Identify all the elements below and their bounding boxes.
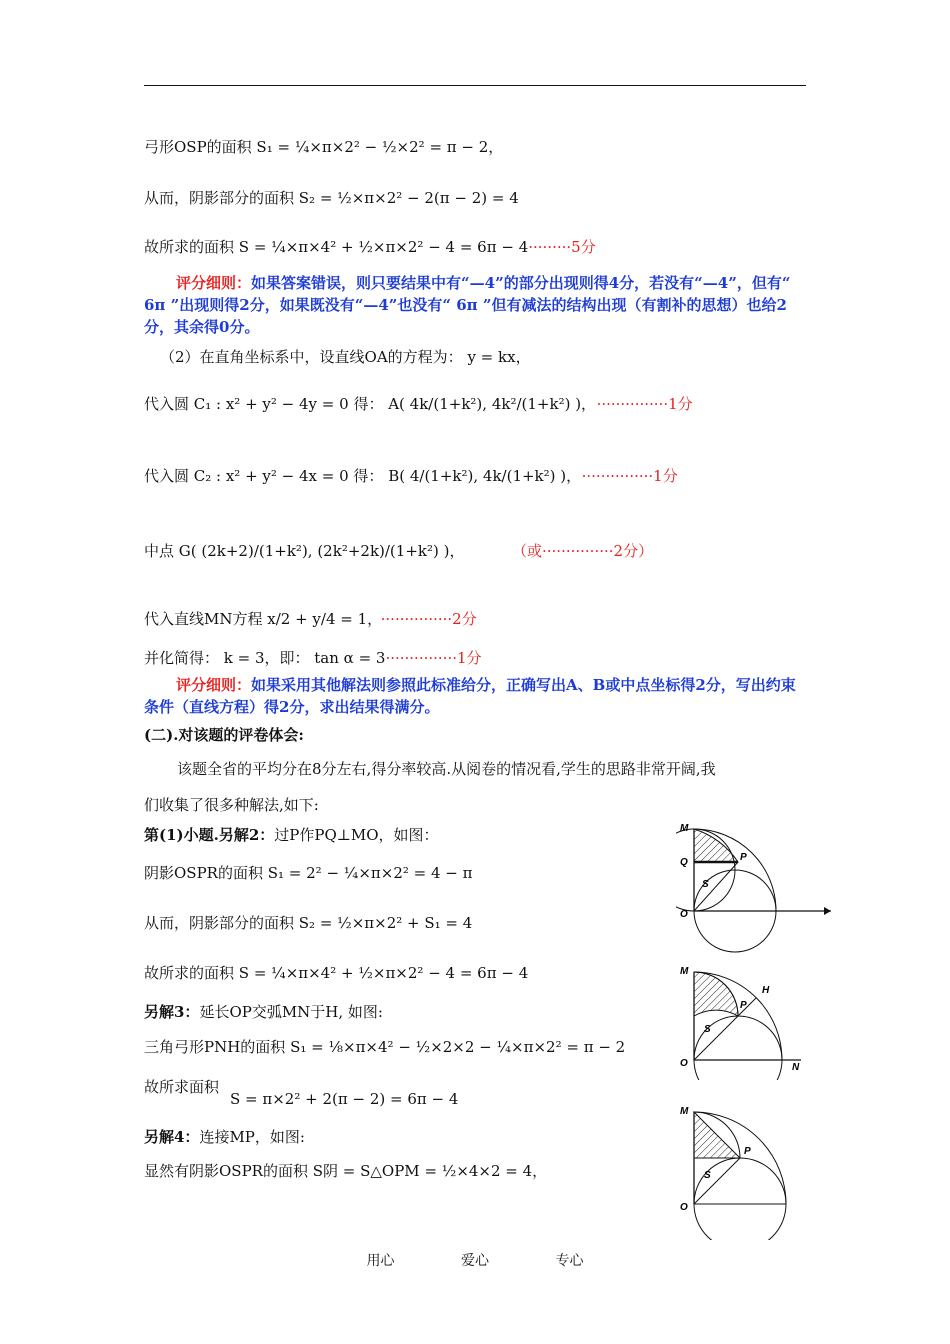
text-line: 代入直线MN方程 x/2 + y/4 = 1， ···············2分 xyxy=(144,610,477,628)
footer-text: 爱心 xyxy=(461,1253,489,1269)
text-line: （2）在直角坐标系中，设直线OA的方程为： y = kx， xyxy=(160,348,531,366)
label-H: H xyxy=(762,985,770,996)
label-O: O xyxy=(680,1058,688,1069)
text-line: 代入圆 C₂ : x² + y² − 4x = 0 得： B( 4/(1+k²), 4k/(1+k²) )， ···············1分 xyxy=(144,467,678,485)
text-line: 故所求面积 xyxy=(144,1078,220,1096)
footer-text: 用心 xyxy=(366,1253,395,1269)
text-line: 另解3：延长OP交弧MN于H, 如图: xyxy=(144,1003,383,1021)
text-line: 代入圆 C₁ : x² + y² − 4y = 0 得： A( 4k/(1+k²), 4k²/(1+k²) )， ···············1分 xyxy=(144,395,693,413)
note-text: 如果答案错误，则只要结果中有“—4”的部分出现则得4分，若没有“—4”，但有“ 6π ”出现则得2分，如果既没有“—4”也没有“ 6π ”但有减法的结构出现（有割补的思想）也给2分，其余得0分。 xyxy=(144,274,791,336)
text-line: 中点 G( (2k+2)/(1+k²), (2k²+2k)/(1+k²) )， xyxy=(144,542,465,560)
geometry-figure-2 xyxy=(676,960,836,1080)
label-P: P xyxy=(740,1000,747,1011)
geometry-figure-1 xyxy=(676,815,836,955)
score-mark: ···············2分 xyxy=(380,610,477,628)
text-line: 故所求的面积 S = ¼×π×4² + ½×π×2² − 4 = 6π − 4·········5分 xyxy=(144,238,596,256)
text-line: S = π×2² + 2(π − 2) = 6π − 4 xyxy=(230,1090,459,1108)
score-mark: （或···············2分） xyxy=(512,542,654,560)
note-text: 如果采用其他解法则参照此标准给分，正确写出A、B或中点坐标得2分，写出约束条件（直线方程）得2分，求出结果得满分。 xyxy=(144,676,796,716)
page-footer xyxy=(0,1250,950,1270)
grading-note-2 xyxy=(144,674,810,718)
score-mark: ·········5分 xyxy=(528,238,596,256)
score-mark: ···············1分 xyxy=(596,395,693,413)
footer-text: 专心 xyxy=(555,1253,584,1269)
section-heading: (二).对该题的评卷体会: xyxy=(144,726,304,744)
text-line: 显然有阴影OSPR的面积 S阴 = S△OPM = ½×4×2 = 4， xyxy=(144,1162,548,1180)
label-M: M xyxy=(680,1106,689,1117)
text-line: 三角弓形PNH的面积 S₁ = ⅛×π×4² − ½×2×2 − ¼×π×2² = π − 2 xyxy=(144,1038,626,1056)
text-line: 该题全省的平均分在8分左右,得分率较高.从阅卷的情况看,学生的思路非常开阔,我 xyxy=(177,760,716,778)
label-M: M xyxy=(680,823,689,834)
label-Q: Q xyxy=(680,857,688,868)
text-line xyxy=(512,544,653,559)
text-line: 们收集了很多种解法,如下: xyxy=(144,796,319,814)
text-line: 从而，阴影部分的面积 S₂ = ½×π×2² − 2(π − 2) = 4 xyxy=(144,189,519,207)
label-S: S xyxy=(704,1170,711,1181)
text-line: 阴影OSPR的面积 S₁ = 2² − ¼×π×2² = 4 − π xyxy=(144,864,473,882)
score-mark: ···············1分 xyxy=(581,467,678,485)
label-N: N xyxy=(792,1062,800,1073)
note-label: 评分细则： xyxy=(176,274,252,292)
text-line: 第(1)小题.另解2：过P作PQ⊥MO，如图： xyxy=(144,826,439,844)
grading-note-1 xyxy=(144,272,810,338)
label-S: S xyxy=(702,879,709,890)
geometry-figure-3 xyxy=(676,1100,836,1240)
text-line: 弓形OSP的面积 S₁ = ¼×π×2² − ½×2² = π − 2， xyxy=(144,138,504,156)
label-P: P xyxy=(740,852,747,863)
header-rule xyxy=(144,85,806,86)
label-O: O xyxy=(680,909,688,920)
text-line: 故所求的面积 S = ¼×π×4² + ½×π×2² − 4 = 6π − 4 xyxy=(144,964,529,982)
score-mark: ···············1分 xyxy=(385,649,482,667)
note-label: 评分细则： xyxy=(176,676,252,694)
label-P: P xyxy=(744,1146,751,1157)
text-line: 并化简得： k = 3，即： tan α = 3···············1分 xyxy=(144,649,482,667)
label-S: S xyxy=(704,1024,711,1035)
text-line: 从而，阴影部分的面积 S₂ = ½×π×2² + S₁ = 4 xyxy=(144,914,473,932)
label-M: M xyxy=(680,966,689,977)
text-line: 另解4：连接MP，如图: xyxy=(144,1128,305,1146)
label-O: O xyxy=(680,1202,688,1213)
